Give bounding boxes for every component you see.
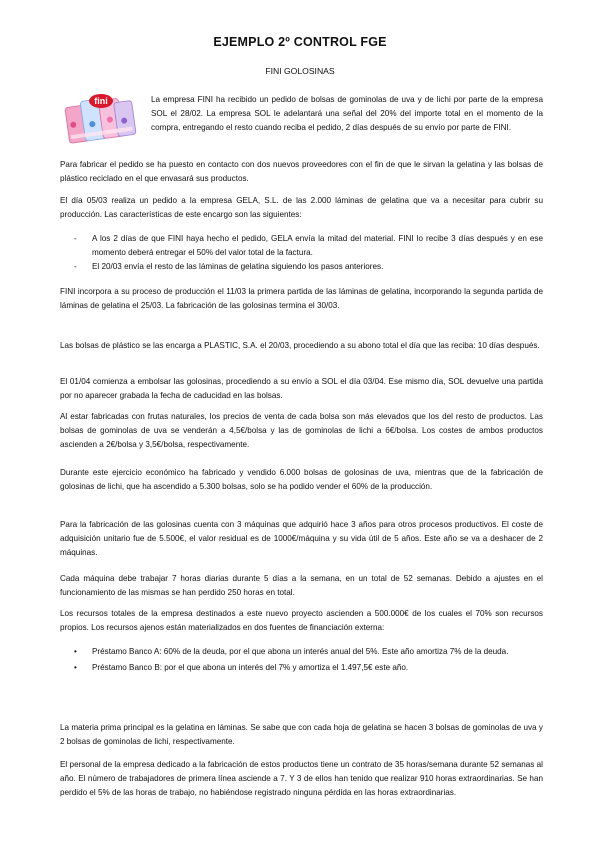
paragraph-suppliers: Para fabricar el pedido se ha puesto en contacto con dos nuevos proveedores con el fin de que le sirvan la gelatina y las bolsas de plástico reciclado en el que envasará sus productos.: [60, 160, 543, 183]
paragraph-prices: Al estar fabricadas con frutas naturales, los precios de venta de cada bolsa son más elevados que los del resto de productos. Las bolsas de gominolas de uva se venderán a 4,5€/bolsa y las de gominolas de lichi a 6€/bolsa. Los costes de ambos productos ascienden a 2€/bolsa y 3,5€/bolsa, respectivamente.: [60, 412, 543, 449]
list-item: [60, 260, 543, 274]
list-item: [60, 645, 543, 659]
list-item-text: El 20/03 envía el resto de las láminas de gelatina siguiendo los pasos anteriores.: [92, 262, 384, 271]
paragraph-shipping: El 01/04 comienza a embolsar las golosinas, procediendo a su envío a SOL el día 03/04. Ese mismo día, SOL devuelve una partida por no aparecer grabada la fecha de caducidad en las bolsas.: [60, 377, 543, 400]
dash-marker: -: [74, 262, 77, 271]
fini-candy-bags-logo: [61, 91, 139, 149]
list-item-text: Préstamo Banco A: 60% de la deuda, por el que abona un interés anual del 5%. Este año amortiza 7% de la deuda.: [92, 647, 509, 656]
document-subtitle: FINI GOLOSINAS: [265, 66, 335, 76]
paragraph-machines: Para la fabricación de las golosinas cuenta con 3 máquinas que adquirió hace 3 años para otros procesos productivos. El coste de adquisición unitario fue de 5.500€, el valor residual es de 1000€/máquina y su vida útil de 5 años. Este año se va a deshacer de 2 máquinas.: [60, 520, 543, 557]
bullet-marker: •: [74, 647, 77, 656]
paragraph-plastic: Las bolsas de plástico se las encarga a PLASTIC, S.A. el 20/03, procediendo a su abono total el día que las reciba: 10 días después.: [60, 341, 540, 350]
dash-list: [60, 232, 543, 274]
paragraph-staff: El personal de la empresa dedicado a la fabricación de estos productos tiene un contrato de 35 horas/semana durante 52 semanas al año. El número de trabajadores de primera línea asciende a 7. Y 3 de ellos han tenido que realizar 910 horas extraordinarias. Se han perdido el 5% de las horas de trabajo, no habiéndose registrado ninguna pérdida en las horas extraordinarias.: [60, 760, 543, 797]
paragraph-gela-order: El día 05/03 realiza un pedido a la empresa GELA, S.L. de las 2.000 láminas de gelatina que va a necesitar para cubrir su producción. Las características de este encargo son las siguientes:: [60, 196, 543, 219]
list-item: [60, 661, 543, 675]
paragraph-machine-hours: Cada máquina debe trabajar 7 horas diarias durante 5 días a la semana, en un total de 52 semanas. Debido a ajustes en el funcionamiento de las mismas se han perdido 250 horas en total.: [60, 574, 543, 597]
bullet-list: [60, 645, 543, 675]
list-item-text: A los 2 días de que FINI haya hecho el pedido, GELA envía la mitad del material. FINI lo recibe 3 días después y en ese momento deberá entregar el 50% del valor total de la factura.: [92, 234, 543, 257]
paragraph-raw-material: La materia prima principal es la gelatina en láminas. Se sabe que con cada hoja de gelatina se hacen 3 bolsas de gominolas de uva y 2 bolsas de gominolas de lichi, respectivamente.: [60, 723, 543, 746]
svg-text:fini: fini: [94, 96, 108, 106]
paragraph-resources: Los recursos totales de la empresa destinados a este nuevo proyecto ascienden a 500.000€ de los cuales el 70% son recursos propios. Los recursos ajenos están materializados en dos fuentes de financiación externa:: [60, 609, 543, 632]
paragraph-intro: La empresa FINI ha recibido un pedido de bolsas de gominolas de uva y de lichi por parte de la empresa SOL el 28/02. La empresa SOL le adelantará una señal del 20% del importe total en el momento de la compra, entregando el resto cuando reciba el pedido, 2 días después de su envío por parte de FINI.: [151, 95, 543, 132]
paragraph-production: FINI incorpora a su proceso de producción el 11/03 la primera partida de las láminas de gelatina, incorporando la segunda partida de láminas de gelatina el 25/03. La fabricación de las golosinas termina el 30/03.: [60, 287, 543, 310]
list-item: [60, 232, 543, 260]
dash-marker: -: [74, 234, 77, 243]
bullet-marker: •: [74, 663, 77, 672]
document-title: EJEMPLO 2º CONTROL FGE: [213, 35, 387, 49]
paragraph-sales: Durante este ejercicio económico ha fabricado y vendido 6.000 bolsas de golosinas de uva, mientras que de la fabricación de golosinas de lichi, que ha ascendido a 5.300 bolsas, solo se ha podido vender el 60% de la producción.: [60, 468, 543, 491]
list-item-text: Préstamo Banco B: por el que abona un interés del 7% y amortiza el 1.497,5€ este año.: [92, 663, 409, 672]
